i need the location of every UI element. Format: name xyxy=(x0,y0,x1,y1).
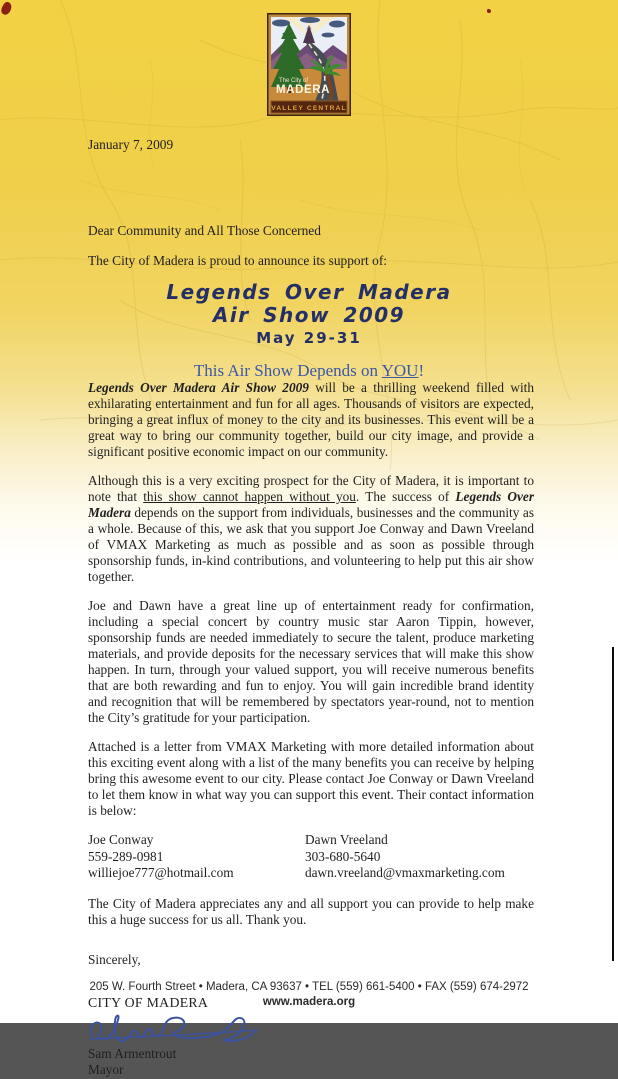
contact-phone: 303-680-5640 xyxy=(305,848,381,864)
letter-date: January 7, 2009 xyxy=(88,137,174,152)
city-of-madera-logo xyxy=(267,13,351,121)
letterhead-footer xyxy=(0,980,618,1010)
closing-paragraph: The City of Madera appreciates any and all support you can provide to help make this a huge success for us all. Thank you. xyxy=(88,895,534,927)
signer-name: Sam Armentrout xyxy=(88,1045,177,1061)
paragraph: Joe and Dawn have a great line up of entertainment ready for confirmation, including a special concert by country music star Aaron Tippin, however, sponsorship funds are needed immediately to secure the talent, produce marketing materials, and provide deposits for the necessary services that will make this show happen. In turn, through your valued support, you will receive numerous benefits that are both rewarding and fun to enjoy. You will gain incredible brand identity and recognition that will be remembered by spectators year-round, not to mention the City’s gratitude for your participation. xyxy=(88,598,534,725)
scan-speck xyxy=(487,9,491,13)
intro-line: The City of Madera is proud to announce its support of: xyxy=(88,253,388,268)
signer-title: Mayor xyxy=(88,1062,124,1077)
logo-org-prefix: The City of xyxy=(279,78,309,84)
salutation: Dear Community and All Those Concerned xyxy=(88,223,321,238)
contact-joe-conway xyxy=(88,832,305,882)
footer-address: 205 W. Fourth Street • Madera, CA 93637 • TEL (559) 661-5400 • FAX (559) 674-2972 xyxy=(89,981,529,993)
paragraph: Legends Over Madera Air Show 2009 will be a thrilling weekend filled with exhilarating entertainment and fun for all ages. Thousands of visitors are expected, bringing a great influx of money to the city and its businesses. This event will be a great way to bring our community together, build our city image, and provide a significant positive economic impact on our community. xyxy=(88,380,534,459)
event-tagline: This Air Show Depends on YOU! xyxy=(193,361,425,380)
city-logo-graphic xyxy=(267,13,351,116)
contact-email: williejoe777@hotmail.com xyxy=(88,865,234,880)
contact-dawn-vreeland xyxy=(305,832,505,882)
logo-org-name: MADERA xyxy=(276,84,331,96)
event-title-block xyxy=(0,281,618,381)
scan-artifact-line xyxy=(612,647,614,961)
event-title-line1: Legends Over Madera xyxy=(166,280,452,304)
contact-name: Joe Conway xyxy=(88,832,154,847)
organization-name: CITY OF MADERA xyxy=(88,994,209,1010)
footer-website: www.madera.org xyxy=(262,996,356,1008)
letter-body xyxy=(88,380,534,1079)
scan-speck xyxy=(0,1,14,17)
event-dates: May 29-31 xyxy=(256,329,362,347)
paragraph: Although this is a very exciting prospect for the City of Madera, it is important to note that this show cannot happen without you. The success of Legends Over Madera depends on the support from individuals, businesses and the community as a whole. Because of this, we ask that you support Joe Conway and Dawn Vreeland of VMAX Marketing as much as possible and as soon as possible through sponsorship funds, in-kind contributions, and volunteering to help put this air show together. xyxy=(88,473,534,584)
contact-phone: 559-289-0981 xyxy=(88,848,164,864)
event-title-line2: Air Show 2009 xyxy=(212,303,406,327)
paragraph: Attached is a letter from VMAX Marketing with more detailed information about this exciting event along with a list of the many benefits you can receive by helping bring this awesome event to our city. Please contact Joe Conway or Dawn Vreeland to let them know in what way you can support this event. Their contact information is below: xyxy=(88,739,534,818)
valediction: Sincerely, xyxy=(88,951,141,967)
contact-email: dawn.vreeland@vmaxmarketing.com xyxy=(305,865,505,880)
contact-block xyxy=(88,832,534,882)
logo-banner-text: VALLEY CENTRAL xyxy=(271,104,347,112)
contact-name: Dawn Vreeland xyxy=(305,832,388,847)
